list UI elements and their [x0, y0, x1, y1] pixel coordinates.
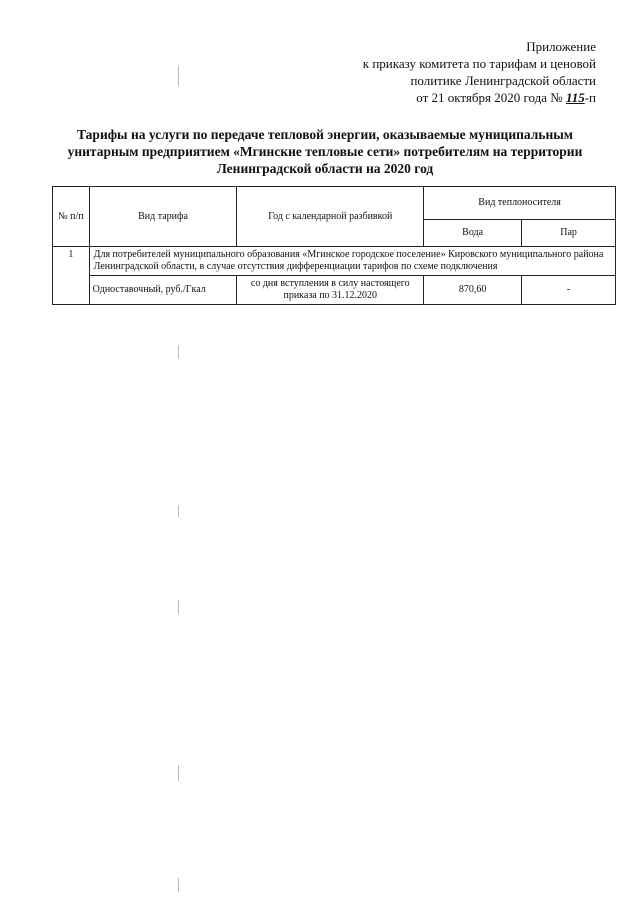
consumer-group: Для потребителей муниципального образования «Мгинское городское поселение» Кировского муниципального района Ленинградской области, в случае отсутствия дифференциации тарифов по схеме подключения	[89, 247, 615, 276]
header-year-breakdown: Год с календарной разбивкой	[237, 187, 424, 247]
appendix-order-ref: к приказу комитета по тарифам и ценовой	[362, 56, 596, 71]
appendix-date-line	[326, 89, 596, 106]
appendix-title: Приложение	[526, 39, 596, 54]
row-number: 1	[53, 247, 90, 305]
title-line-2: унитарным предприятием «Мгинские тепловые сети» потребителям на территории	[67, 144, 583, 159]
scan-artifact	[178, 878, 179, 892]
period-cell: со дня вступления в силу настоящего приказа по 31.12.2020	[237, 276, 424, 305]
header-num: № п/п	[53, 187, 90, 247]
document-title	[60, 126, 590, 177]
table-row	[53, 247, 616, 276]
order-suffix: -п	[584, 90, 596, 105]
header-steam: Пар	[522, 220, 616, 247]
scan-artifact	[178, 66, 179, 86]
title-line-3: Ленинградской области на 2020 год	[216, 161, 434, 176]
header-coolant: Вид теплоносителя	[424, 187, 616, 220]
tariff-table	[52, 186, 616, 305]
table-header-row	[53, 187, 616, 220]
scan-artifact	[178, 600, 179, 614]
tariff-type-cell: Одноставочный, руб./Гкал	[89, 276, 237, 305]
appendix-block	[326, 38, 596, 106]
scan-artifact	[178, 345, 179, 359]
scan-artifact	[178, 765, 179, 781]
title-line-1: Тарифы на услуги по передаче тепловой энергии, оказываемые муниципальным	[77, 127, 573, 142]
header-tariff-type: Вид тарифа	[89, 187, 237, 247]
steam-tariff-cell: -	[522, 276, 616, 305]
appendix-committee: политике Ленинградской области	[410, 73, 596, 88]
water-tariff-cell: 870,60	[424, 276, 522, 305]
table-row	[53, 276, 616, 305]
appendix-date: от 21 октября 2020 года №	[416, 90, 566, 105]
header-water: Вода	[424, 220, 522, 247]
scan-artifact	[178, 505, 179, 517]
order-number: 115	[565, 90, 585, 105]
